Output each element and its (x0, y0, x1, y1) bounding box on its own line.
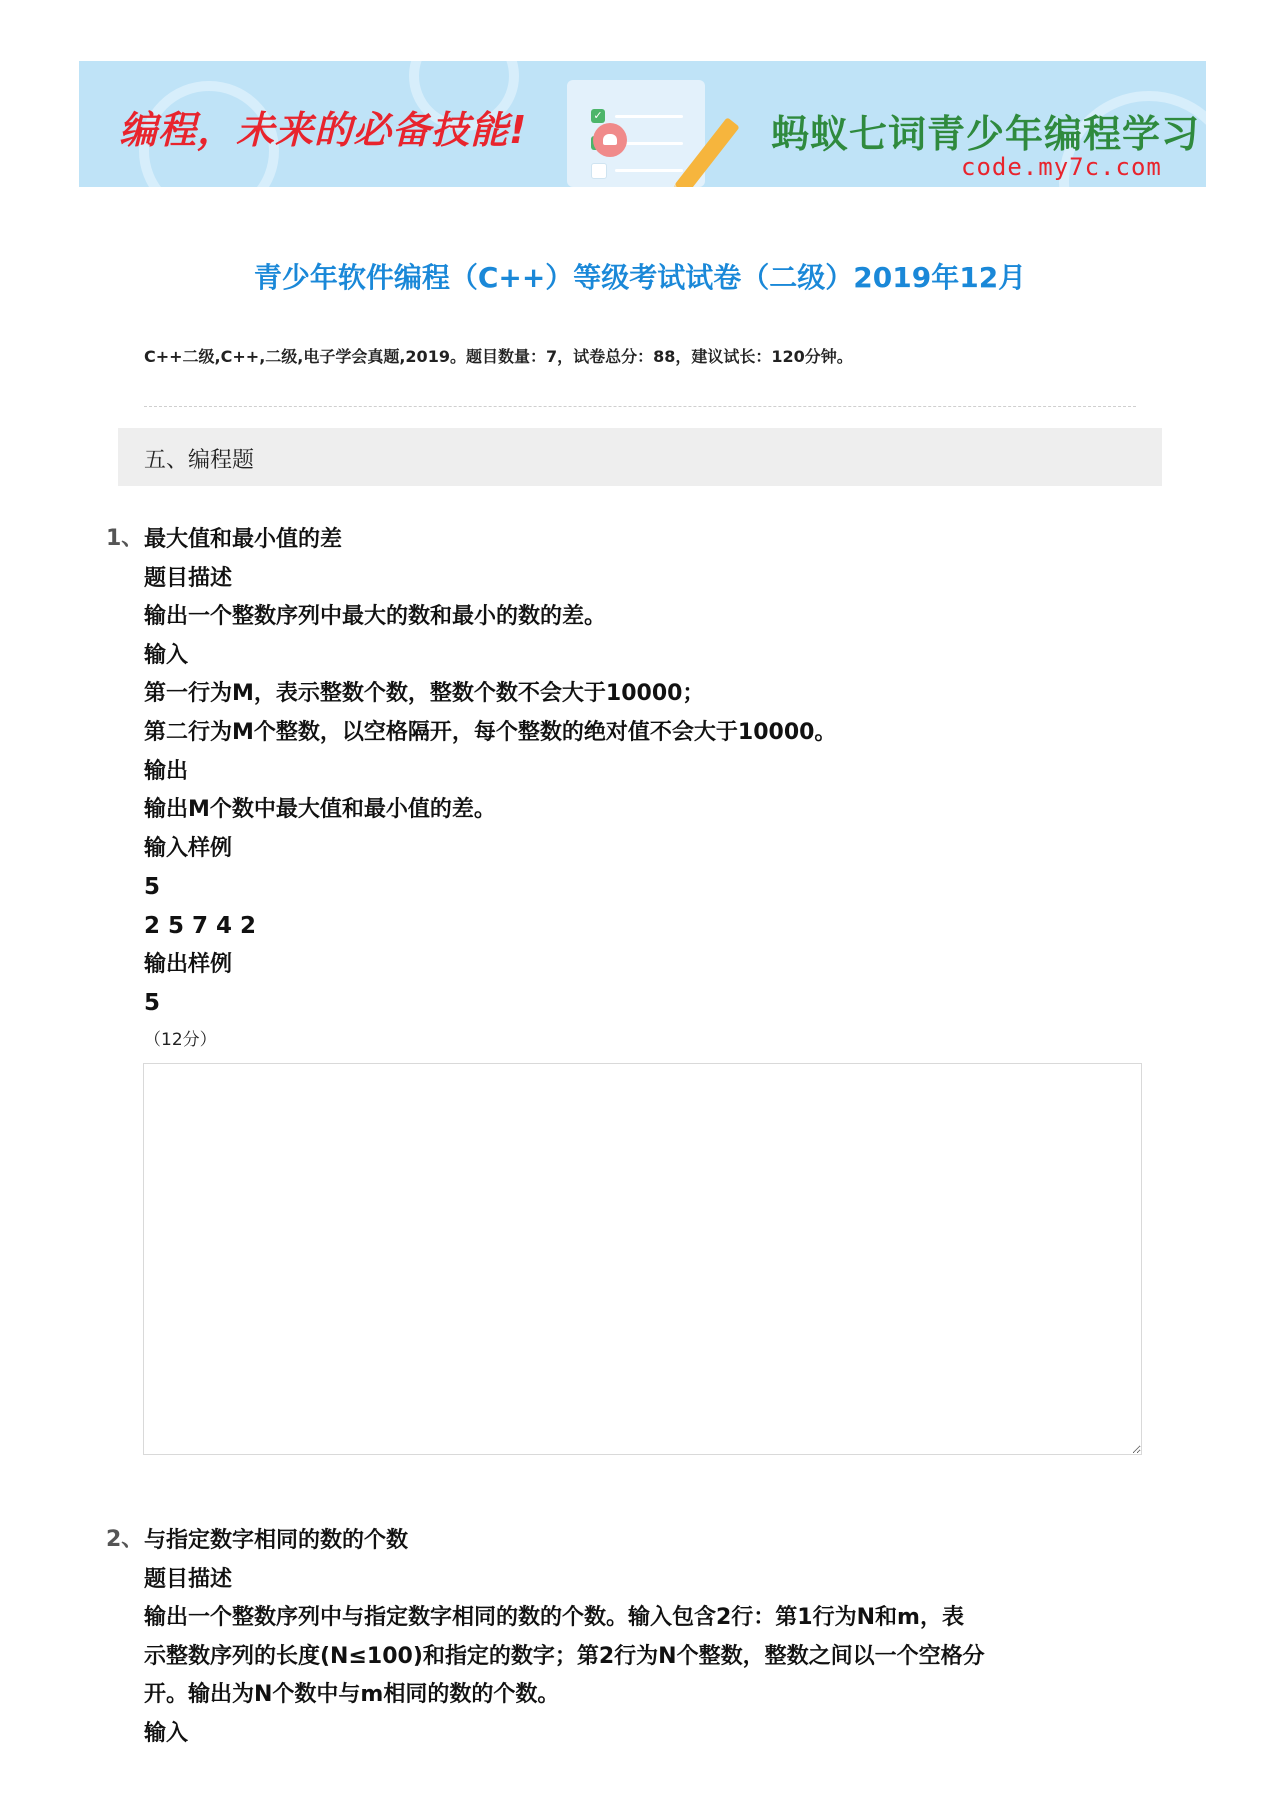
chat-bubble-icon (593, 123, 627, 157)
question-line: 示整数序列的长度(N≤100)和指定的数字；第2行为N个整数，整数之间以一个空格分 (144, 1643, 985, 1669)
question-line: 输入样例 (144, 835, 233, 861)
question-line: 输出 (144, 758, 189, 784)
question-line: 2 5 7 4 2 (144, 912, 257, 939)
answer-input[interactable] (143, 1063, 1142, 1455)
question-title: 最大值和最小值的差 (144, 527, 343, 552)
question-line: 5 (144, 990, 161, 1017)
question-body (144, 1522, 985, 1754)
question-line: 输出M个数中最大值和最小值的差。 (144, 797, 496, 823)
question-line: 5 (144, 874, 161, 901)
brand-name: 蚂蚁七词青少年编程学习 (771, 112, 1201, 156)
banner-slogan: 编程，未来的必备技能! (119, 108, 528, 152)
checklist-line (615, 169, 683, 172)
check-icon: ✓ (591, 109, 605, 123)
question-line: 第二行为M个整数，以空格隔开，每个整数的绝对值不会大于10000。 (144, 719, 837, 745)
brand-url: code.my7c.com (961, 153, 1162, 181)
question-line: 第一行为M，表示整数个数，整数个数不会大于10000； (144, 681, 705, 707)
section-header (118, 428, 1162, 486)
question-line: 输出样例 (144, 951, 233, 977)
question-line: 题目描述 (144, 565, 233, 591)
question-score: （12分） (144, 1029, 217, 1050)
question-title: 与指定数字相同的数的个数 (144, 1528, 409, 1553)
header-banner (79, 61, 1206, 187)
question-body (144, 521, 836, 1050)
exam-title: 青少年软件编程（C++）等级考试试卷（二级）2019年12月 (253, 261, 1027, 294)
dashed-divider (144, 406, 1136, 407)
question-number: 1、 (106, 526, 144, 551)
section-title: 五、编程题 (144, 448, 255, 473)
question-number: 2、 (106, 1527, 144, 1552)
checklist-line (615, 115, 683, 118)
question-line: 题目描述 (144, 1566, 233, 1592)
question-line: 输出一个整数序列中最大的数和最小的数的差。 (144, 604, 607, 630)
unchecked-box-icon (591, 163, 607, 179)
question-line: 输入 (144, 1720, 189, 1746)
question-line: 输入 (144, 642, 189, 668)
question-line: 输出一个整数序列中与指定数字相同的数的个数。输入包含2行：第1行为N和m，表 (144, 1605, 964, 1631)
question-line: 开。输出为N个数中与m相同的数的个数。 (144, 1682, 560, 1708)
exam-meta: C++二级,C++,二级,电子学会真题,2019。题目数量：7，试卷总分：88，建议试长：120分钟。 (144, 347, 853, 366)
